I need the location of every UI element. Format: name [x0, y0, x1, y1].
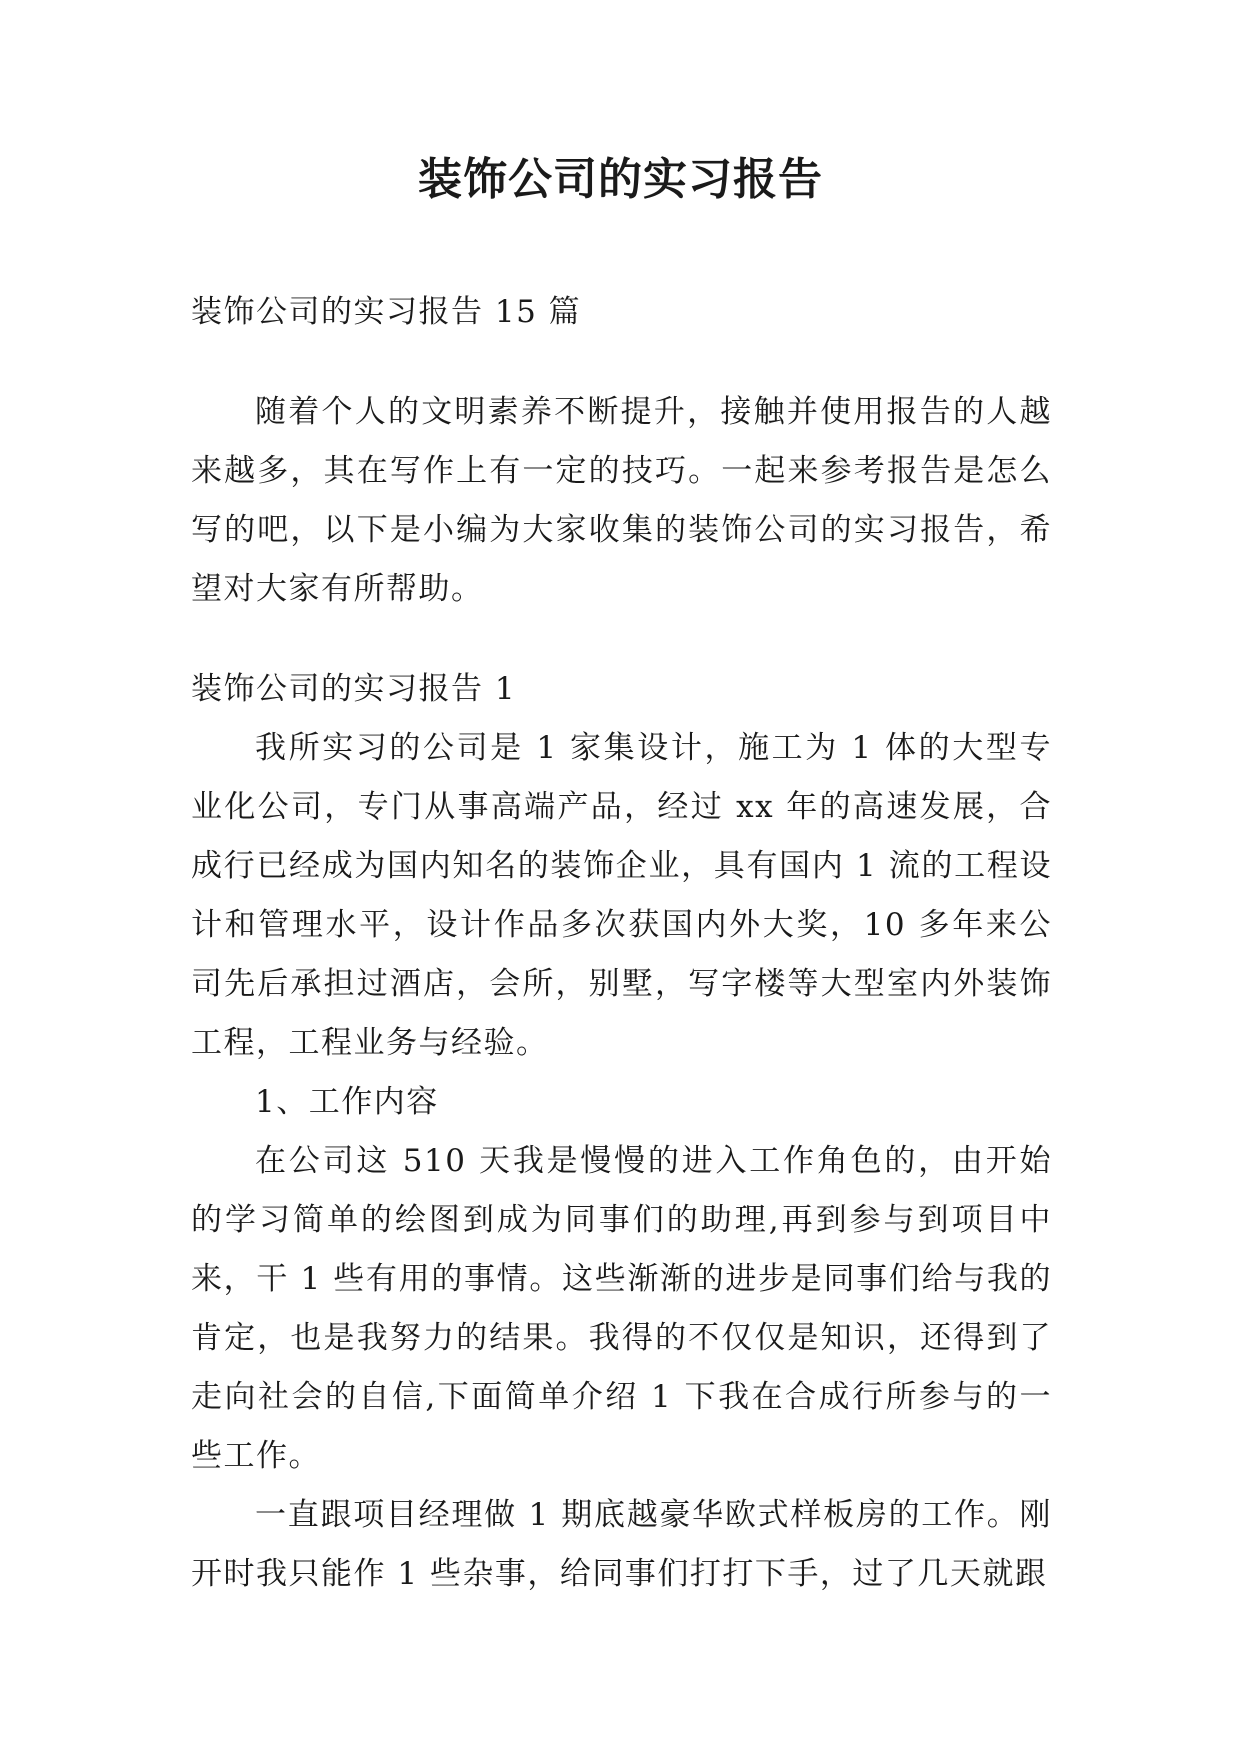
- body-paragraph: 在公司这 510 天我是慢慢的进入工作角色的，由开始的学习简单的绘图到成为同事们的助理,再到参与到项目中来，干 1 些有用的事情。这些渐渐的进步是同事们给与我的肯定，也是我努力的结果。我得的不仅仅是知识，还得到了走向社会的自信,下面简单介绍 1 下我在合成行所参与的一些工作。: [191, 1143, 1052, 1474]
- body-paragraph: 我所实习的公司是 1 家集设计，施工为 1 体的大型专业化公司，专门从事高端产品，经过 xx 年的高速发展，合成行已经成为国内知名的装饰企业，具有国内 1 流的工程设计和管理水平，设计作品多次获国内外大奖，10 多年来公司先后承担过酒店，会所，别墅，写字楼等大型室内外装饰工程，工程业务与经验。: [191, 730, 1052, 1061]
- intro-paragraph: 随着个人的文明素养不断提升，接触并使用报告的人越来越多，其在写作上有一定的技巧。一起来参考报告是怎么写的吧，以下是小编为大家收集的装饰公司的实习报告，希望对大家有所帮助。: [191, 394, 1052, 607]
- section-heading: 装饰公司的实习报告 1: [191, 671, 517, 707]
- body-paragraph: 一直跟项目经理做 1 期底越豪华欧式样板房的工作。刚开时我只能作 1 些杂事，给同事们打打下手，过了几天就跟: [191, 1497, 1052, 1592]
- document-subtitle: 装饰公司的实习报告 15 篇: [191, 294, 582, 330]
- subsection-heading: 1、工作内容: [255, 1084, 439, 1120]
- document-body: [191, 283, 1052, 1604]
- document-title: 装饰公司的实习报告: [418, 154, 823, 205]
